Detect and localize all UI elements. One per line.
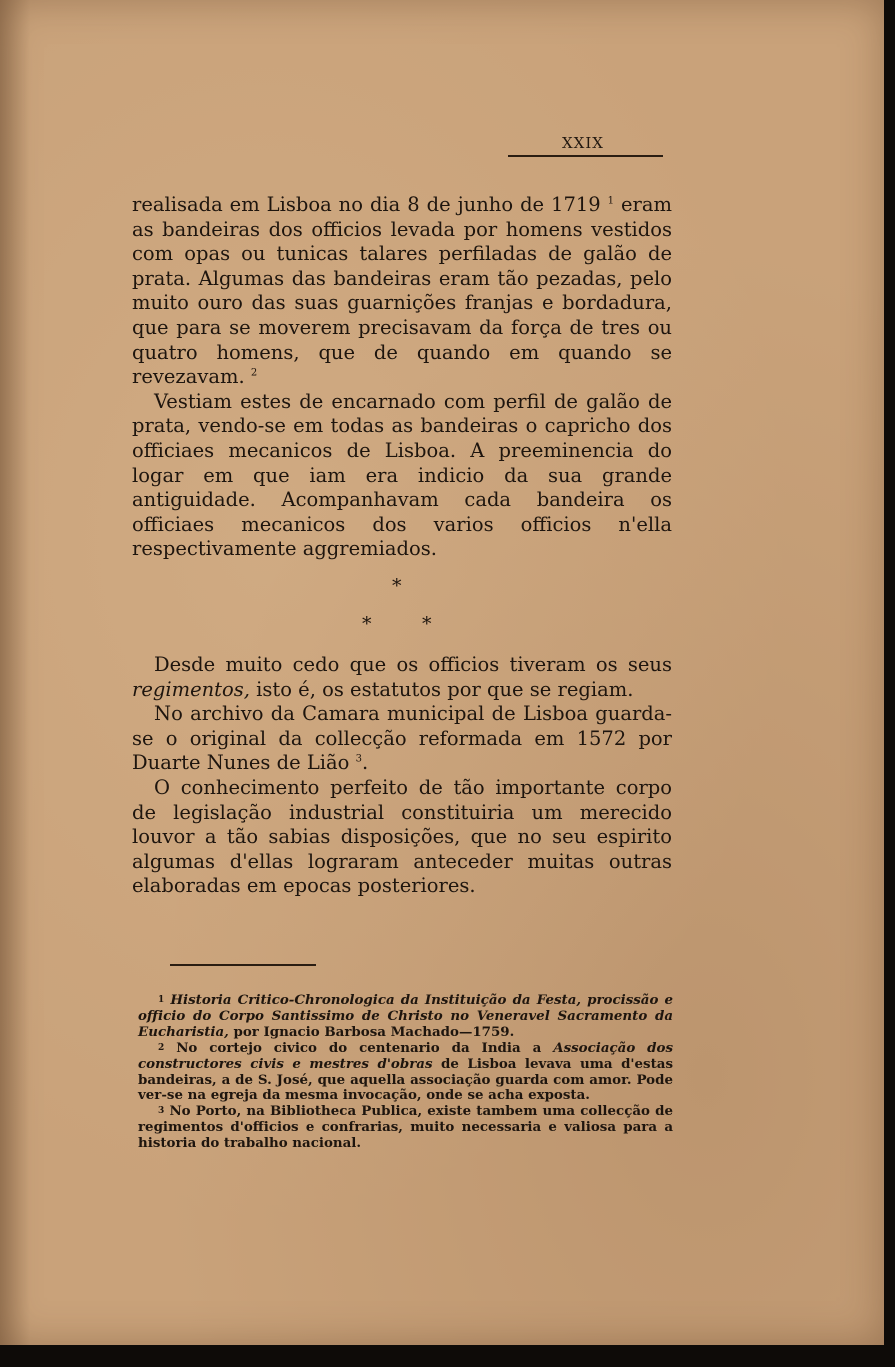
footnotes	[138, 993, 673, 1152]
paragraph-1: realisada em Lisboa no dia 8 de junho de 1719 $^1$ eram as bandeiras dos officios levada por homens vestidos com opas ou tunicas talares perfiladas de galão de prata. Algumas das bandeiras eram tão pezadas, pelo muito ouro das suas guarnições franjas e bordadura, que para se moverem precisavam da força de tres ou quatro homens, que de quando em quando se revezavam. $^2$	[132, 193, 672, 389]
footnote-ref-1: 1	[607, 195, 615, 207]
ornament-star-top: *	[392, 575, 402, 597]
page-number: XXIX	[562, 134, 604, 152]
italic-term: regimentos,	[132, 677, 250, 701]
footnote-ref-3: 3	[355, 753, 362, 765]
footnote-2: $^2$ No cortejo civico do centenario da India a Associação dos constructores civis e mestres d'obras de Lisboa levava uma d'estas bandeiras, a de S. José, que aquella associação guarda com amor. Pode ver-se na egreja da mesma invocação, onde se acha exposta.	[138, 1039, 674, 1104]
page-edge-shadow	[0, 0, 30, 1345]
body-text	[132, 193, 672, 562]
ornament-star-left: *	[362, 613, 372, 635]
paragraph-2: Vestiam estes de encarnado com perfil de galão de prata, vendo-se em todas as bandeiras o capricho dos officiaes mecanicos de Lisboa. A preeminencia do logar em que iam era indicio da sua grande antiguidade. Acompanhavam cada bandeira os officiaes mecanicos dos varios officios n'ella respectivamente aggremiados.	[132, 389, 672, 561]
paragraph-4: No archivo da Camara municipal de Lisboa guarda-se o original da collecção reformada em 1572 por Duarte Nunes de Lião $^3$.	[132, 702, 672, 775]
footnote-ref-2: 2	[250, 367, 258, 379]
footnote-1: $^1$ Historia Critico-Chronologica da Instituição da Festa, procissão e officio do Corpo Santissimo de Christo no Veneravel Sacramento da Eucharistia, por Ignacio Barbosa Machado—1759.	[138, 992, 673, 1040]
header-rule	[508, 155, 663, 157]
footnote-rule	[170, 964, 316, 966]
body-text-2	[132, 653, 672, 899]
paragraph-5: O conhecimento perfeito de tão importante corpo de legislação industrial constituiria um merecido louvor a tão sabias disposições, que no seu espirito algumas d'ellas lograram anteceder muitas outras elaboradas em epocas posteriores.	[132, 775, 672, 898]
footnote-3: $^3$ No Porto, na Bibliotheca Publica, existe tambem uma collecção de regimentos d'officios e confrarias, muito necessaria e valiosa para a historia do trabalho nacional.	[138, 1103, 673, 1152]
ornament-star-right: *	[422, 613, 432, 635]
paragraph-3: Desde muito cedo que os officios tiveram os seus regimentos, isto é, os estatutos por que se regiam.	[132, 653, 672, 701]
